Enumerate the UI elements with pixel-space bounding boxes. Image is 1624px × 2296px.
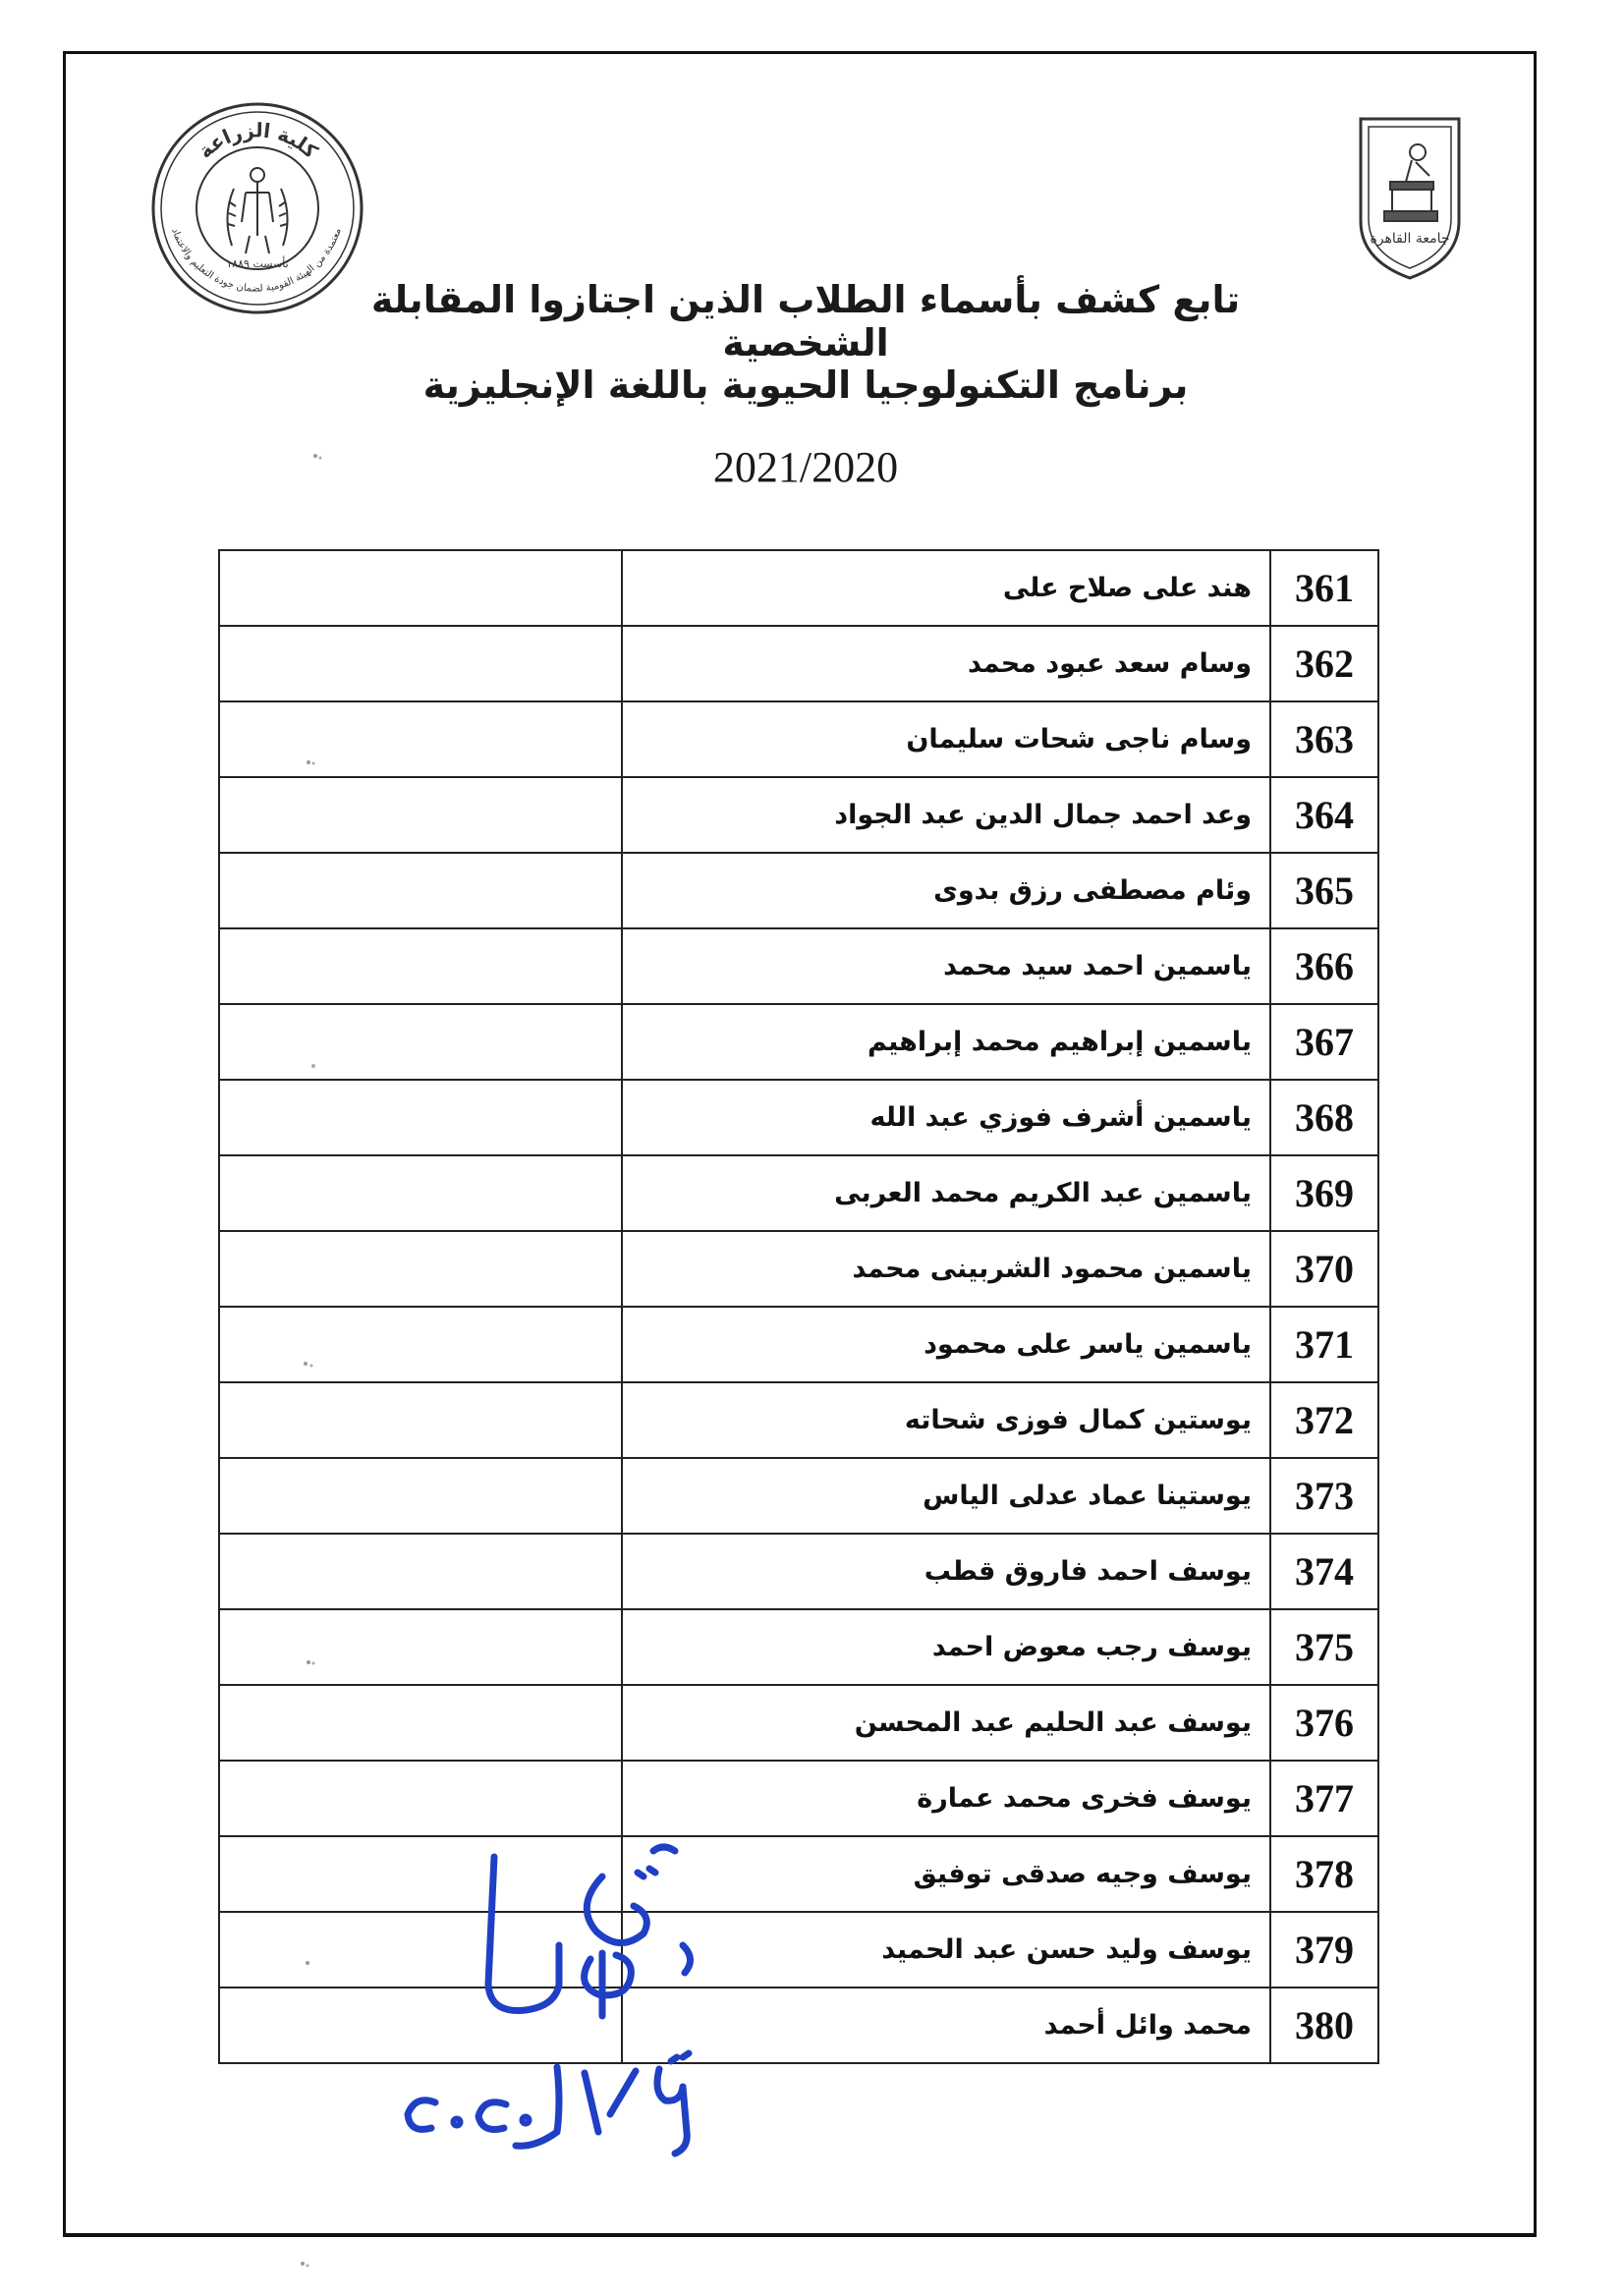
table-row [219,1307,1378,1382]
svg-text:كلية الزراعة [194,118,323,163]
row-number: 368 [1270,1080,1378,1155]
row-number: 376 [1270,1685,1378,1761]
empty-cell [219,550,622,626]
empty-cell [219,1382,622,1458]
seal-ring-text: معتمدة من الهيئة القومية لضمان جودة التعليم والاعتماد [169,226,344,295]
row-number: 370 [1270,1231,1378,1307]
empty-cell [219,1609,622,1685]
handwritten-signature [388,1837,781,2171]
empty-cell [219,1761,622,1836]
row-number: 380 [1270,1988,1378,2063]
table-row [219,1080,1378,1155]
student-name: يوستينا عماد عدلى الياس [622,1458,1270,1534]
scribe-figure-icon [1384,144,1437,221]
student-name: محمد وائل أحمد [622,1988,1270,2063]
table-row [219,1685,1378,1761]
seal-figure-icon [227,168,287,253]
table-row [219,701,1378,777]
student-name: ياسمين إبراهيم محمد إبراهيم [622,1004,1270,1080]
empty-cell [219,701,622,777]
empty-cell [219,1080,622,1155]
student-name: ياسمين ياسر على محمود [622,1307,1270,1382]
student-name: وئام مصطفى رزق بدوى [622,853,1270,928]
student-name: يوسف وجيه صدقى توفيق [622,1836,1270,1912]
student-name: يوسف رجب معوض احمد [622,1609,1270,1685]
row-number: 364 [1270,777,1378,853]
table-row [219,1231,1378,1307]
student-name: يوسف فخرى محمد عمارة [622,1761,1270,1836]
empty-cell [219,1458,622,1534]
table-row [219,1382,1378,1458]
table-row [219,1004,1378,1080]
student-name: هند على صلاح على [622,550,1270,626]
student-name: ياسمين محمود الشربينى محمد [622,1231,1270,1307]
student-name: يوستين كمال فوزى شحاته [622,1382,1270,1458]
empty-cell [219,626,622,701]
empty-cell [219,1685,622,1761]
scan-speck [310,450,326,464]
empty-cell [219,853,622,928]
table-row [219,777,1378,853]
scan-speck [301,1358,316,1372]
table-row [219,1534,1378,1609]
row-number: 371 [1270,1307,1378,1382]
student-name: وسام ناجى شحات سليمان [622,701,1270,777]
row-number: 373 [1270,1458,1378,1534]
student-name: ياسمين أشرف فوزي عبد الله [622,1080,1270,1155]
scan-speck [303,756,318,770]
empty-cell [219,928,622,1004]
row-number: 361 [1270,550,1378,626]
row-number: 367 [1270,1004,1378,1080]
empty-cell [219,1004,622,1080]
student-name: ياسمين عبد الكريم محمد العربى [622,1155,1270,1231]
academic-year: 2021/2020 [712,443,899,491]
scan-speck [307,1059,322,1073]
row-number: 375 [1270,1609,1378,1685]
row-number: 362 [1270,626,1378,701]
row-number: 377 [1270,1761,1378,1836]
student-name: ياسمين احمد سيد محمد [622,928,1270,1004]
row-number: 365 [1270,853,1378,928]
table-row [219,928,1378,1004]
row-number: 372 [1270,1382,1378,1458]
seal-top-text: كلية الزراعة [193,118,323,163]
row-number: 363 [1270,701,1378,777]
student-name: يوسف وليد حسن عبد الحميد [622,1912,1270,1988]
empty-cell [219,1231,622,1307]
document-title: تابع كشف بأسماء الطلاب الذين اجتازوا المقابلة الشخصية [370,278,1241,364]
table-row [219,1155,1378,1231]
row-number: 366 [1270,928,1378,1004]
student-name: يوسف احمد فاروق قطب [622,1534,1270,1609]
row-number: 369 [1270,1155,1378,1231]
student-name: يوسف عبد الحليم عبد المحسن [622,1685,1270,1761]
table-row [219,550,1378,626]
program-title: برنامج التكنولوجيا الحيوية باللغة الإنجليزية [422,364,1189,407]
row-number: 378 [1270,1836,1378,1912]
cairo-university-logo [1351,113,1469,290]
scan-speck [297,2258,312,2271]
row-number: 379 [1270,1912,1378,1988]
row-number: 374 [1270,1534,1378,1609]
scan-speck [303,1656,318,1670]
empty-cell [219,777,622,853]
scan-speck [301,1957,316,1971]
table-row [219,853,1378,928]
empty-cell [219,1307,622,1382]
student-name: وسام سعد عبود محمد [622,626,1270,701]
table-row [219,1609,1378,1685]
empty-cell [219,1534,622,1609]
table-row [219,1761,1378,1836]
table-row [219,1458,1378,1534]
seal-founded: تأسست ١٨٨٩ [226,257,289,270]
empty-cell [219,1155,622,1231]
student-name: وعد احمد جمال الدين عبد الجواد [622,777,1270,853]
table-row [219,626,1378,701]
university-caption: جامعة القاهرة [1370,231,1450,247]
